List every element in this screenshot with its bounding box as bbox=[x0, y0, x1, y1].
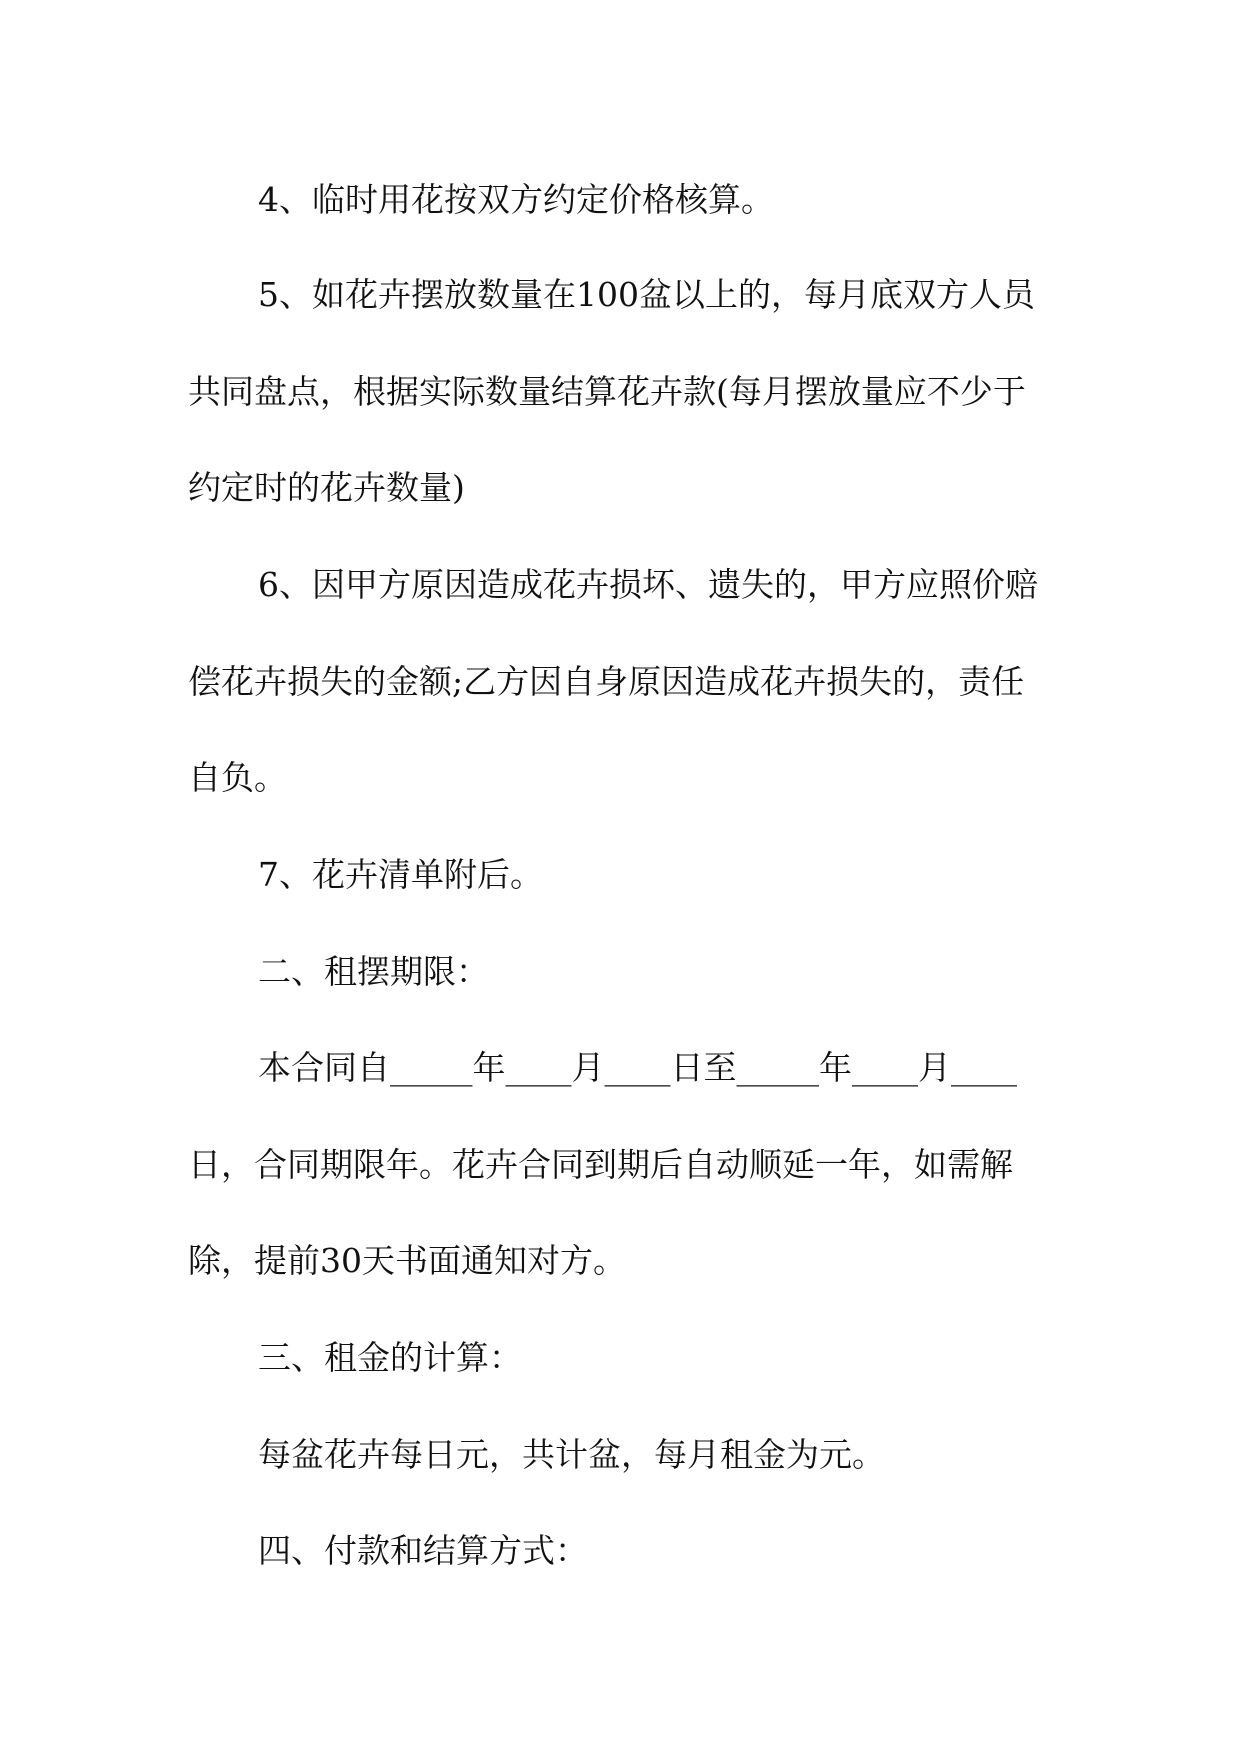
clause-5-line-2: 共同盘点，根据实际数量结算花卉款(每月摆放量应不少于 bbox=[188, 372, 1026, 411]
clause-6-line-2: 偿花卉损失的金额;乙方因自身原因造成花卉损失的，责任 bbox=[188, 662, 1025, 701]
rent-line: 每盆花卉每日元，共计盆，每月租金为元。 bbox=[258, 1435, 885, 1474]
section-2-heading: 二、租摆期限： bbox=[258, 952, 489, 991]
term-line-2: 日，合同期限年。花卉合同到期后自动顺延一年，如需解 bbox=[188, 1145, 1013, 1184]
term-line-3: 除，提前30天书面通知对方。 bbox=[188, 1241, 626, 1280]
term-line-1: 本合同自_____年____月____日至_____年____月____ bbox=[258, 1048, 1017, 1087]
clause-6-line-3: 自负。 bbox=[188, 758, 287, 797]
clause-5-line-3: 约定时的花卉数量) bbox=[188, 468, 465, 507]
clause-5-line-1: 5、如花卉摆放数量在100盆以上的，每月底双方人员 bbox=[258, 275, 1035, 314]
clause-4-line: 4、临时用花按双方约定价格核算。 bbox=[258, 180, 774, 219]
clause-7-line: 7、花卉清单附后。 bbox=[258, 855, 543, 894]
section-3-heading: 三、租金的计算： bbox=[258, 1338, 522, 1377]
clause-6-line-1: 6、因甲方原因造成花卉损坏、遗失的，甲方应照价赔 bbox=[258, 565, 1038, 604]
section-4-heading: 四、付款和结算方式： bbox=[258, 1531, 588, 1570]
